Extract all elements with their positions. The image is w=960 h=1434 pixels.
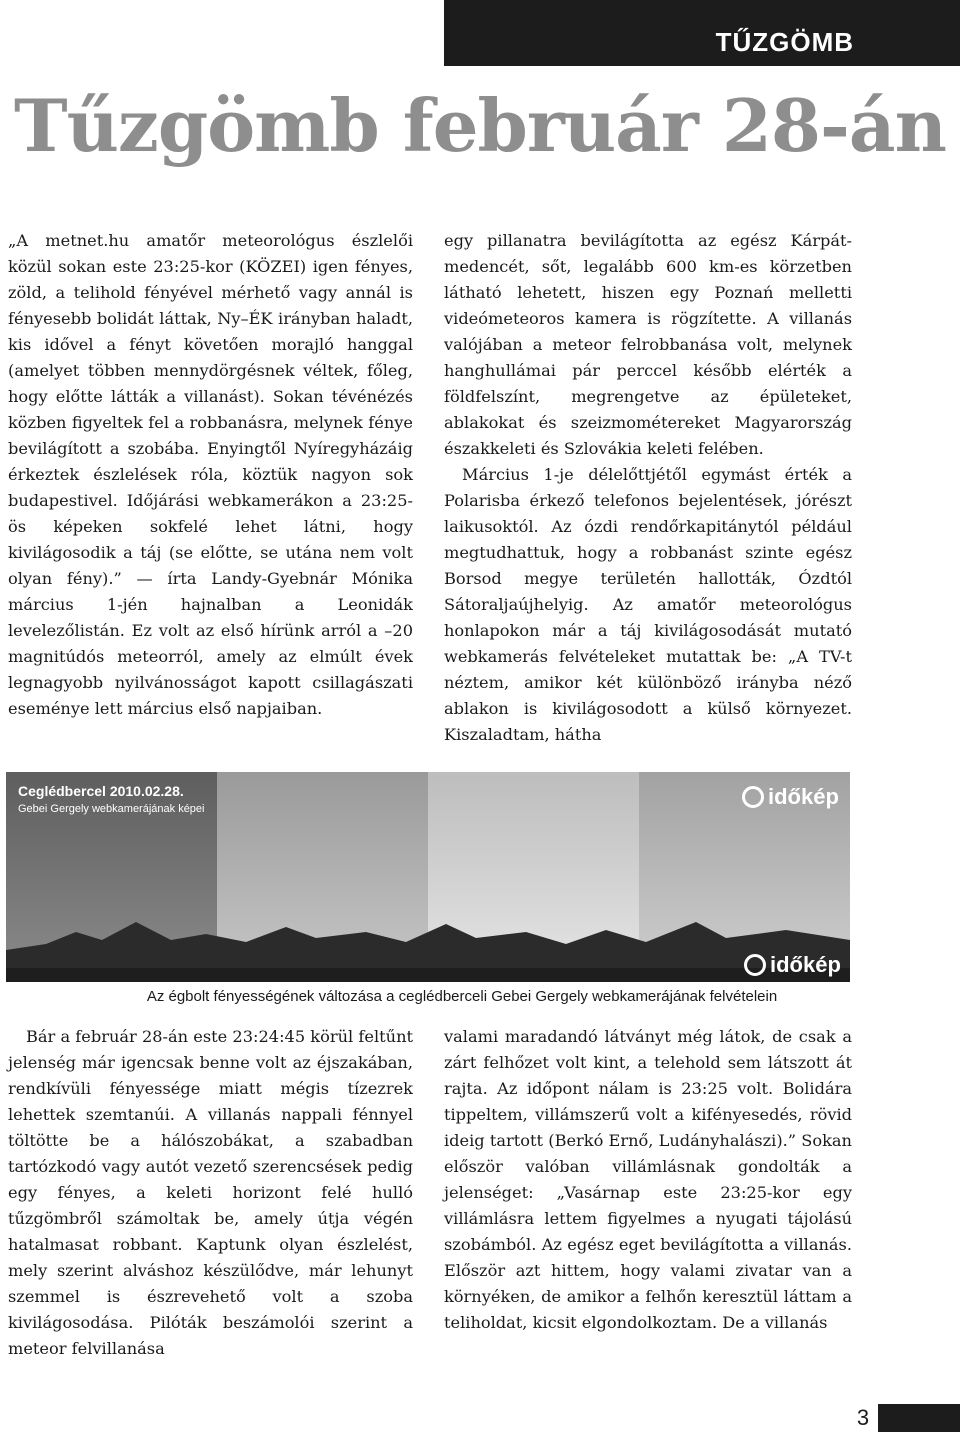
paragraph: valami maradandó látványt még látok, de csak a zárt felhőzet volt kint, a telehold sem látszott át rajta. Az időpont nálam is 23:25 volt. Bolidára tippeltem, villámszerű volt a kifényesedés, rövid ideig tartott (Berkó Ernő, Ludányhalászi).” Sokan először valóban villámlásnak gondolták a jelenséget: „Vasárnap este 23:25-kor egy villámlásra lettem figyelmes a nyugati tájolású szobámból. Az egész eget bevilágította a villanás. Először azt hittem, hogy valami zivatar van a környéken, de amikor a felhőn keresztül láttam a teliholdat, kicsit elgondolkoztam. De a villanás: [444, 1027, 852, 1332]
article-title: Tűzgömb február 28-án: [14, 83, 946, 168]
idokep-mark-icon: [744, 954, 766, 976]
paragraph: egy pillanatra bevilágította az egész Kárpát-medencét, sőt, legalább 600 km-es körzetben látható lehetett, hiszen egy Poznań melletti videómeteoros kamera is rögzítette. A villanás valójában a meteor felrobbanása volt, melynek hanghullámai pár perccel később elérték a földfelszínt, megrengetve az épületeket, ablakokat és szeizmométereket Magyarország északkeleti és Szlovákia keleti felében.: [444, 231, 852, 458]
paragraph: Bár a február 28-án este 23:24:45 körül feltűnt jelenség már igencsak benne volt az éjszakában, rendkívüli fényessége miatt mégis tízezrek lehettek szemtanúi. A villanás nappali fénnyel töltötte be a hálószobákat, a szabadban tartózkodó vagy autót vezető szerencsések pedig egy fényes, a keleti horizont felé hulló tűzgömbről számoltak be, amely útja végén hatalmasat robbant. Kaptunk olyan észlelést, mely szerint alváshoz készülődve, már lehunyt szemmel is észrevehető volt a szoba kivilágosodása. Pilóták beszámolói szerint a meteor felvillanása: [8, 1027, 413, 1358]
ground-strip: [6, 968, 850, 982]
idokep-logo-top: [742, 784, 839, 810]
section-label-text: TŰZGÖMB: [715, 27, 854, 57]
section-label: [444, 0, 960, 66]
page-number: 3: [848, 1404, 878, 1432]
idokep-logo-bottom: [744, 952, 841, 978]
page-number-bar: [848, 1404, 960, 1432]
logo-text: időkép: [770, 952, 841, 977]
paragraph: Március 1-je délelőttjétől egymást érték a Polarisba érkező telefonos bejelentések, jórészt laikusoktól. Az ózdi rendőrkapitánytól például megtudhattuk, hogy a robbanást szinte egész Borsod megye területén hallották, Ózdtól Sátoraljaújhelyig. Az amatőr meteorológus honlapokon már a táj kivilágosodását mutató webkamerás felvételeket mutattak be: „A TV-t néztem, amikor két különböző irányba néző ablakon is kivilágosodott a külső környezet. Kiszaladtam, hátha: [444, 465, 852, 744]
paragraph: „A metnet.hu amatőr meteorológus észlelői közül sokan este 23:25-kor (KÖZEI) igen fényes, zöld, a telihold fényével mérhető vagy annál is fényesebb bolidát láttak, Ny–ÉK irányban haladt, kis idővel a fényt követően morajló hanggal (amelyet többen mennydörgésnek véltek, főleg, hogy előtte látták a villanást). Sokan tévénézés közben figyeltek fel a robbanásra, melynek fénye bevilágított a szobába. Enyingtől Nyíregyházáig érkeztek észlelések róla, köztük nagyon sok budapestivel. Időjárási webkamerákon a 23:25-ös képeken sokfelé lehet látni, hogy kivilágosodik a táj (se előtte, se utána nem volt olyan fény).” — írta Landy-Gyebnár Mónika március 1-jén hajnalban a Leonidák levelezőlistán. Ez volt az első hírünk arról a –20 magnitúdós meteorról, amely az elmúlt évek legnagyobb nyilvánosságot kapott csillagászati eseménye lett március első napjaiban.: [8, 231, 413, 718]
photo-overlay-title: Ceglédbercel 2010.02.28.: [18, 783, 184, 799]
body-column-1: [8, 228, 413, 722]
body-column-2: [444, 228, 852, 748]
photo-caption: Az égbolt fényességének változása a ceglédberceli Gebei Gergely webkamerájának felvételein: [146, 988, 778, 1005]
body-column-3: [8, 1024, 413, 1362]
photo-overlay-subtitle: Gebei Gergely webkamerájának képei: [18, 803, 205, 815]
body-column-4: [444, 1024, 852, 1336]
photo-overlay-caption: [18, 782, 205, 818]
webcam-photo-strip: [6, 772, 850, 982]
idokep-mark-icon: [742, 786, 764, 808]
logo-text: időkép: [768, 784, 839, 809]
